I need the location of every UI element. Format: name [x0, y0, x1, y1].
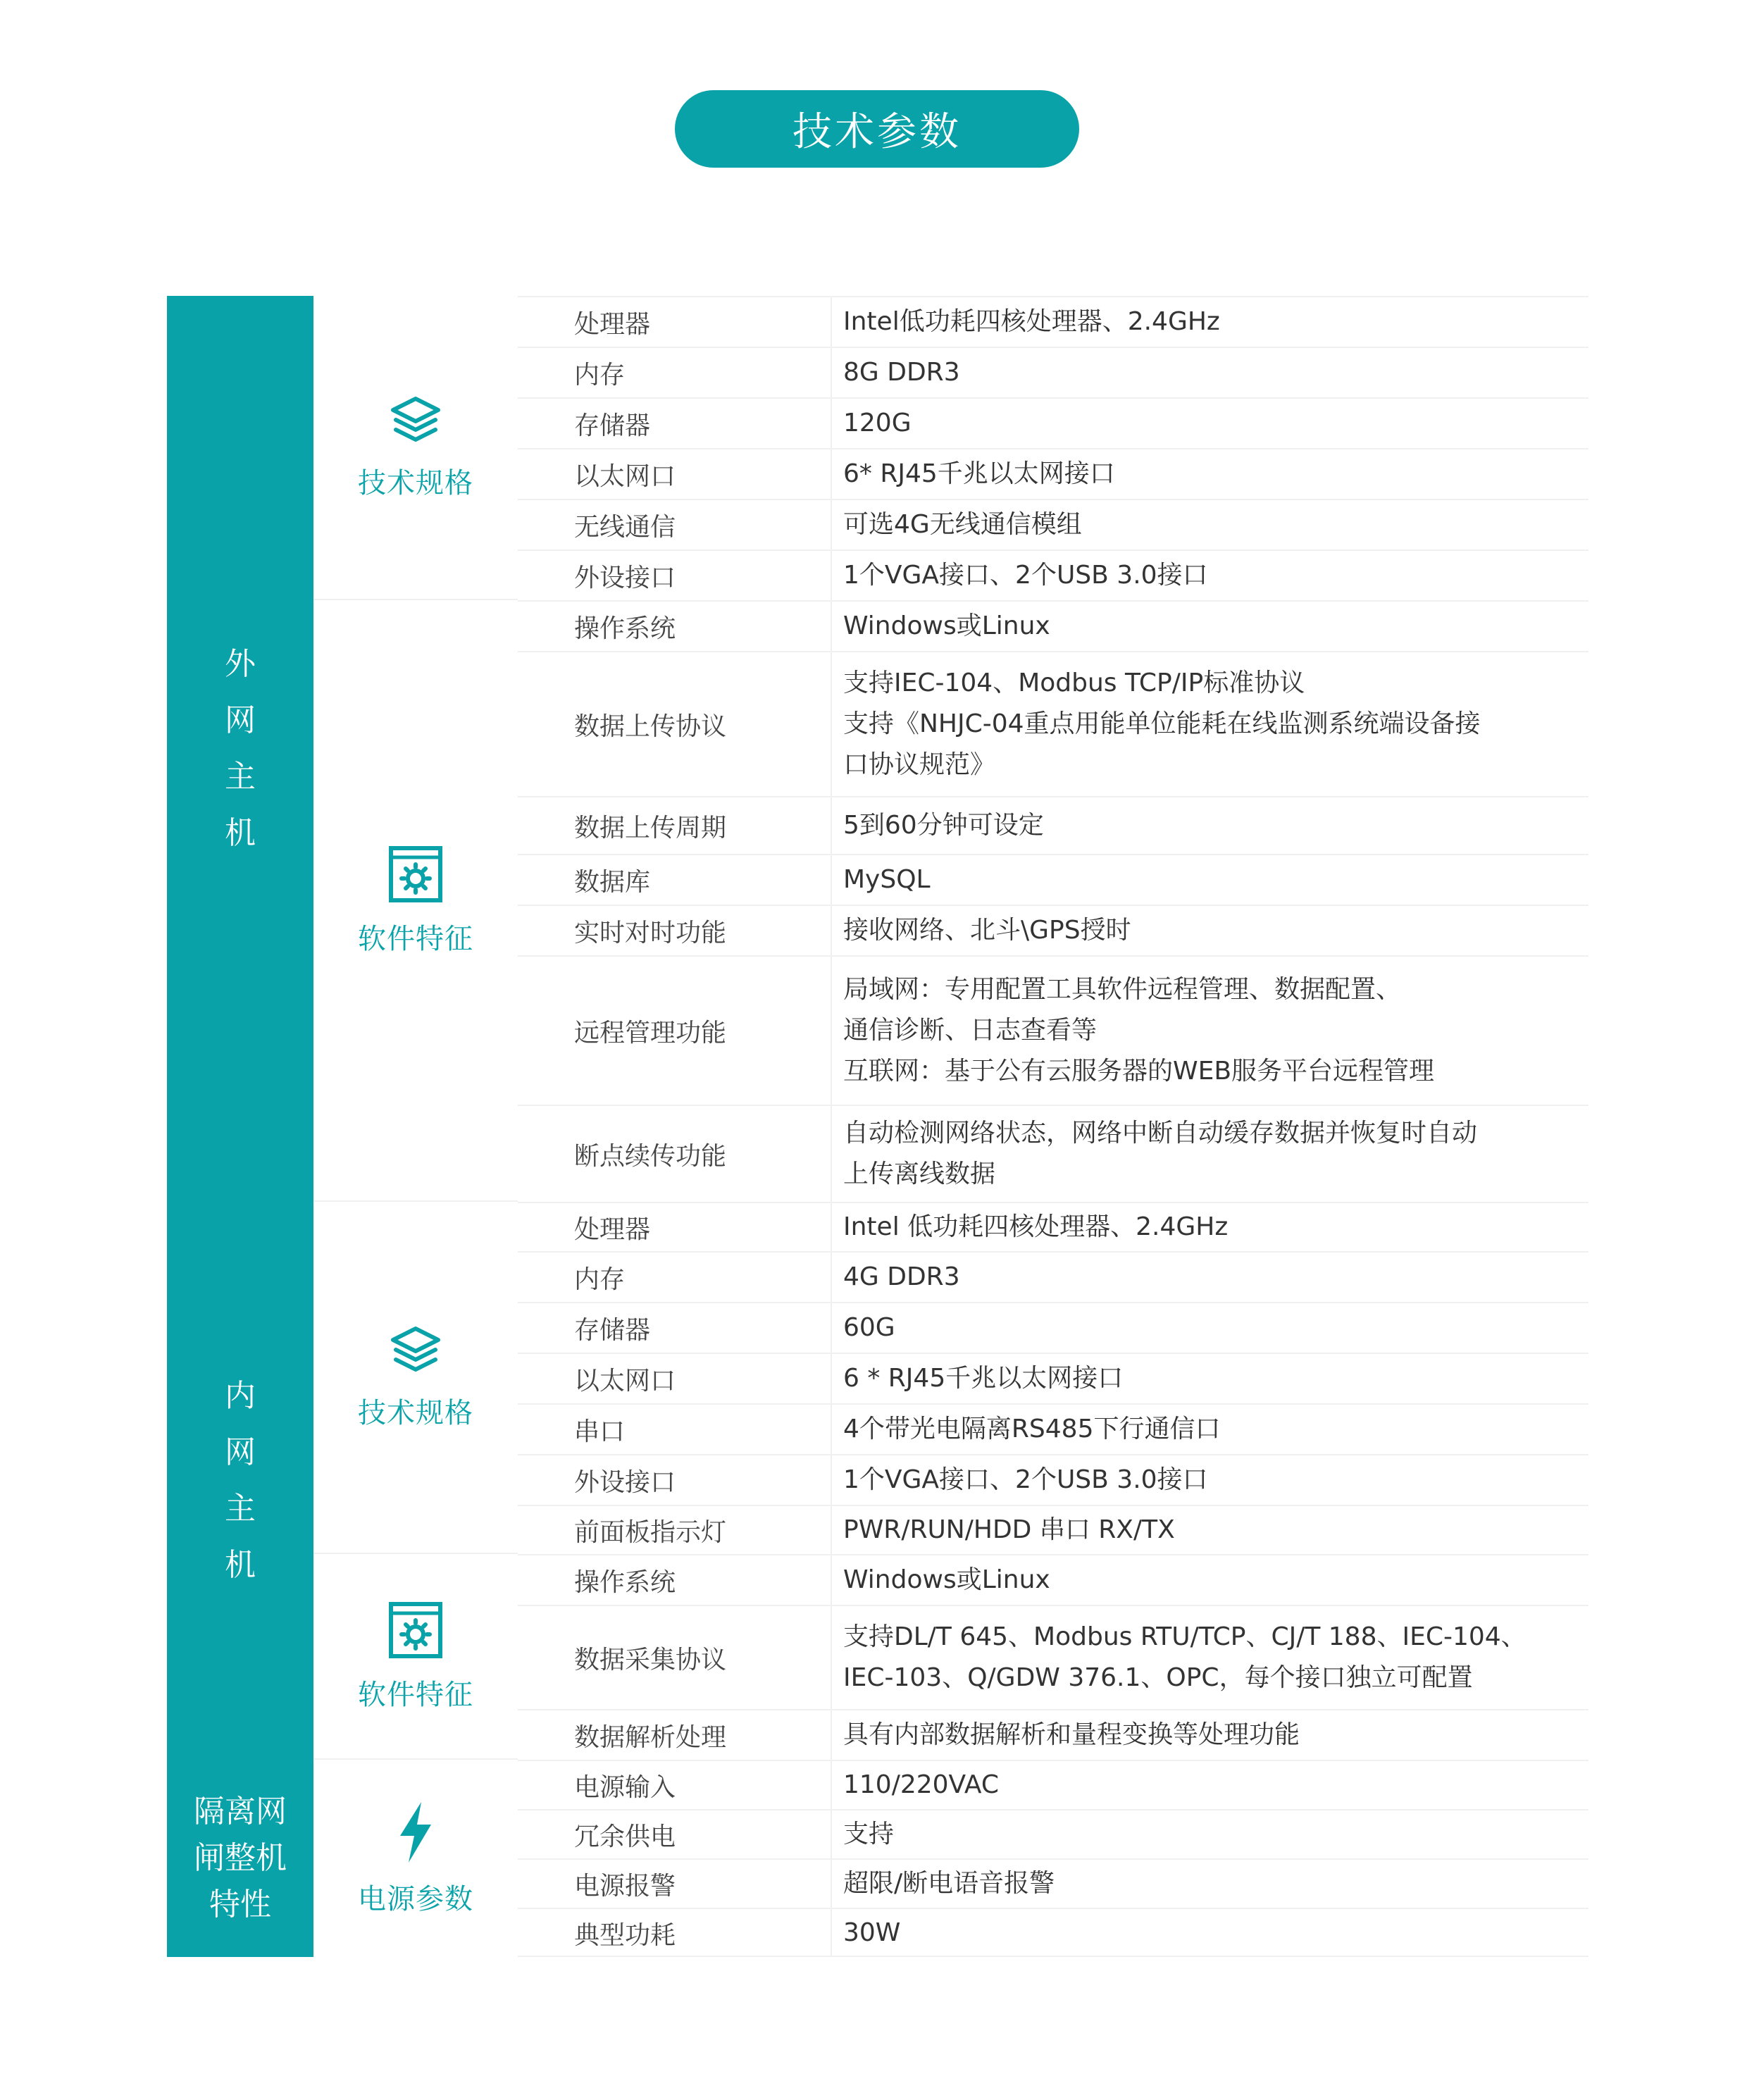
table-row — [518, 600, 1589, 651]
param-name: 外设接口 — [518, 1455, 832, 1505]
section-label-char: 外 — [225, 646, 256, 682]
group-software-inner — [313, 1554, 518, 1760]
param-name: 远程管理功能 — [518, 957, 832, 1105]
section-label-char: 网 — [225, 702, 256, 738]
lightning-icon — [396, 1801, 435, 1864]
param-name: 存储器 — [518, 399, 832, 448]
param-value: Windows或Linux — [843, 611, 1050, 640]
param-name: 内存 — [518, 1253, 832, 1302]
param-value: 支持DL/T 645、Modbus RTU/TCP、CJ/T 188、IEC-104、 IEC-103、Q/GDW 376.1、OPC，每个接口独立可配置 — [843, 1622, 1527, 1692]
param-value: 可选4G无线通信模组 — [843, 510, 1082, 539]
param-name: 操作系统 — [518, 602, 832, 651]
table-row — [518, 1302, 1589, 1353]
section-label-line: 闸整机 — [194, 1840, 287, 1876]
layers-icon — [389, 394, 442, 448]
param-name: 数据解析处理 — [518, 1710, 832, 1760]
table-row — [518, 549, 1589, 600]
table-row — [518, 905, 1589, 955]
param-name: 处理器 — [518, 1203, 832, 1251]
param-name: 电源报警 — [518, 1860, 832, 1908]
param-name: 前面板指示灯 — [518, 1506, 832, 1554]
table-row — [518, 1605, 1589, 1709]
param-value: MySQL — [843, 865, 931, 894]
param-name: 无线通信 — [518, 500, 832, 549]
group-label: 电源参数 — [358, 1882, 473, 1915]
group-label: 技术规格 — [358, 1396, 473, 1429]
table-row — [518, 1202, 1589, 1251]
param-name: 以太网口 — [518, 449, 832, 499]
param-name: 冗余供电 — [518, 1810, 832, 1858]
param-value: Intel 低功耗四核处理器、2.4GHz — [843, 1212, 1229, 1241]
param-value: 5到60分钟可设定 — [843, 811, 1044, 840]
table-row — [518, 448, 1589, 499]
param-name: 数据上传周期 — [518, 797, 832, 854]
param-name: 断点续传功能 — [518, 1106, 832, 1202]
table-row — [518, 1809, 1589, 1858]
table-row — [518, 347, 1589, 397]
section-label-char: 网 — [225, 1434, 256, 1470]
param-value: 30W — [843, 1918, 901, 1947]
param-name: 典型功耗 — [518, 1909, 832, 1957]
param-value: 局域网：专用配置工具软件远程管理、数据配置、 通信诊断、日志查看等 互联网：基于公有云服务器的WEB服务平台远程管理 — [843, 975, 1435, 1086]
table-row — [518, 1353, 1589, 1403]
section-outer-host — [167, 296, 313, 1202]
param-name: 操作系统 — [518, 1555, 832, 1605]
param-value: 1个VGA接口、2个USB 3.0接口 — [843, 1465, 1208, 1494]
section-label-char: 内 — [225, 1378, 256, 1414]
param-value: PWR/RUN/HDD 串口 RX/TX — [843, 1515, 1175, 1544]
param-name: 外设接口 — [518, 551, 832, 600]
param-value: 4个带光电隔离RS485下行通信口 — [843, 1415, 1221, 1443]
param-value: 超限/断电语音报警 — [843, 1869, 1055, 1898]
table-row — [518, 1403, 1589, 1454]
param-name: 数据库 — [518, 855, 832, 905]
table-row — [518, 1454, 1589, 1505]
table-row — [518, 296, 1589, 347]
param-name: 数据采集协议 — [518, 1606, 832, 1709]
param-name: 处理器 — [518, 297, 832, 347]
settings-window-icon — [387, 845, 444, 904]
table-row — [518, 1105, 1589, 1202]
section-label-char: 机 — [225, 1547, 256, 1583]
table-row — [518, 397, 1589, 448]
param-name: 实时对时功能 — [518, 906, 832, 955]
param-name: 内存 — [518, 348, 832, 397]
param-value: 4G DDR3 — [843, 1262, 960, 1291]
param-value: 1个VGA接口、2个USB 3.0接口 — [843, 561, 1208, 590]
param-value: 具有内部数据解析和量程变换等处理功能 — [843, 1720, 1300, 1749]
table-row — [518, 1709, 1589, 1760]
group-power — [313, 1760, 518, 1957]
table-row — [518, 854, 1589, 905]
param-value: 自动检测网络状态，网络中断自动缓存数据并恢复时自动 上传离线数据 — [843, 1119, 1478, 1188]
group-label: 软件特征 — [358, 922, 473, 955]
table-row — [518, 1760, 1589, 1809]
param-value: 6 * RJ45千兆以太网接口 — [843, 1364, 1124, 1393]
section-gateway — [167, 1760, 313, 1957]
group-label: 技术规格 — [358, 466, 473, 499]
table-row — [518, 499, 1589, 549]
param-value: 110/220VAC — [843, 1770, 1000, 1799]
param-value: 支持 — [843, 1820, 895, 1849]
param-name: 存储器 — [518, 1303, 832, 1353]
settings-window-icon — [387, 1601, 444, 1660]
page-title: 技术参数 — [675, 90, 1079, 168]
section-label-char: 主 — [225, 1491, 256, 1527]
param-name: 以太网口 — [518, 1354, 832, 1403]
param-value: 60G — [843, 1313, 895, 1342]
section-inner-host — [167, 1202, 313, 1760]
param-value: 6* RJ45千兆以太网接口 — [843, 459, 1115, 488]
table-row — [518, 955, 1589, 1105]
table-row — [518, 1505, 1589, 1554]
table-row — [518, 1858, 1589, 1908]
section-label-line: 特性 — [209, 1887, 271, 1922]
section-label-char: 主 — [225, 759, 256, 795]
table-row — [518, 1251, 1589, 1302]
section-label-line: 隔离网 — [194, 1794, 287, 1829]
param-name: 串口 — [518, 1405, 832, 1454]
param-value: Windows或Linux — [843, 1565, 1050, 1594]
param-value: 120G — [843, 409, 912, 437]
group-software-outer — [313, 600, 518, 1202]
table-row — [518, 651, 1589, 796]
param-value: Intel低功耗四核处理器、2.4GHz — [843, 307, 1220, 336]
param-value: 8G DDR3 — [843, 358, 960, 387]
layers-icon — [389, 1324, 442, 1378]
section-label-char: 机 — [225, 815, 256, 851]
table-row — [518, 1908, 1589, 1957]
group-tech-spec-outer — [313, 296, 518, 600]
param-value: 接收网络、北斗\GPS授时 — [843, 916, 1131, 945]
group-tech-spec-inner — [313, 1202, 518, 1554]
param-value: 支持IEC-104、Modbus TCP/IP标准协议 支持《NHJC-04重点用能单位能耗在线监测系统端设备接 口协议规范》 — [843, 669, 1481, 779]
table-bottom-border — [518, 1956, 1589, 1957]
group-label: 软件特征 — [358, 1678, 473, 1711]
param-name: 电源输入 — [518, 1761, 832, 1809]
table-row — [518, 796, 1589, 854]
table-row — [518, 1554, 1589, 1605]
param-name: 数据上传协议 — [518, 652, 832, 796]
